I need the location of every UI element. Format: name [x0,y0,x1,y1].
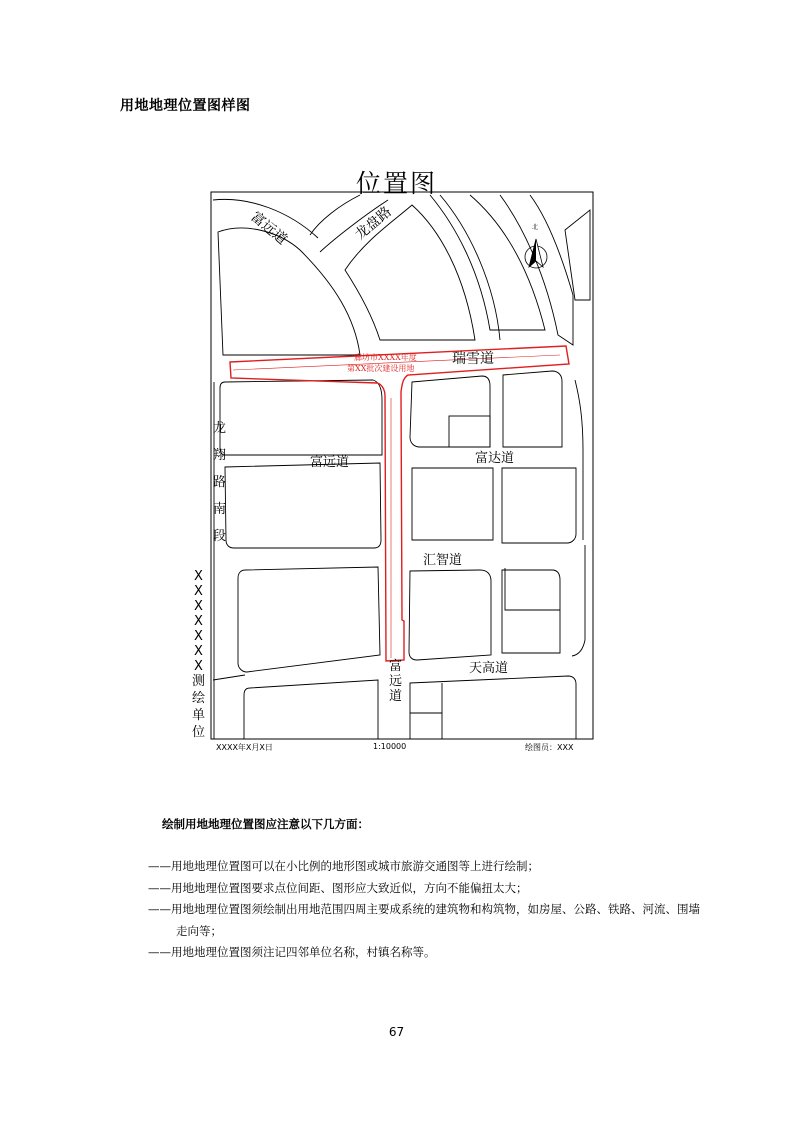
land-use-boundary [230,346,569,661]
page-number: 67 [388,1025,405,1039]
road-label-longxiang-south: 龙 翔 路 南 段 [213,421,227,544]
site-label-line1: 廊坊市XXXX年度 [354,353,417,362]
block-e4 [502,468,576,543]
block-e1-sub [449,416,490,447]
road-label-fuyuan-vertical: 富 远 道 [389,659,403,704]
block-e5 [409,570,491,660]
block-e1 [410,376,490,447]
block-ne3 [565,210,590,300]
north-label: 北 [532,224,539,231]
list-item: ——用地地理位置图可以在小比例的地形图或城市旅游交通图等上进行绘制； [148,859,539,873]
map-scale: 1:10000 [373,742,407,751]
road-label-fuda: 富达道 [475,451,515,466]
list-item: ——用地地理位置图须注记四邻单位名称，村镇名称等。 [148,945,436,960]
list-item: ——用地地理位置图须绘制出用地范围四周主要成系统的建筑物和构筑物，如房屋、公路、铁路、河流、围墙走向等； [148,902,700,938]
block-w1 [220,380,382,455]
block-nw [218,228,360,355]
road-label-fuyuan-mid: 富远道 [310,455,350,470]
road-label-fuyuan-upper: 富远道 [247,208,290,249]
map-date: XXXX年X月X日 [216,743,273,752]
block-w3 [238,567,380,672]
block-e3 [412,468,493,540]
road-label-tiangao: 天高道 [469,661,509,676]
road-label-ruixue: 瑞雪道 [452,351,494,367]
block-e7 [410,676,576,739]
map-title: 位置图 [355,169,437,198]
site-label-line2: 第XX批次建设用地 [347,364,415,373]
block-e6 [502,570,560,653]
list-item: ——用地地理位置图要求点位间距、图形应大致近似，方向不能偏扭太大； [148,880,528,895]
road-label-huizhi: 汇智道 [423,553,463,568]
block-e2 [503,371,562,447]
block-ne2 [500,195,573,345]
surveyor-unit-label: X X X X X X X 测 绘 单 位 [192,569,206,740]
notes-list [148,856,708,964]
notes-heading: 绘制用地地理位置图应注意以下几方面： [162,817,369,831]
map-drafter: 绘图员：XXX [525,743,574,752]
block-w4 [244,680,378,739]
block-ne1 [430,195,545,330]
section-title: 用地地理位置图样图 [120,98,251,114]
block-w2 [225,463,381,548]
road-label-longpan: 龙盘路 [352,203,395,244]
